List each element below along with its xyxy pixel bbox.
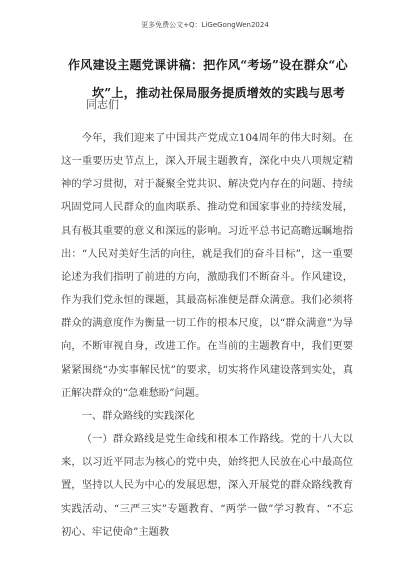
title-line-2: 坎”上，推动社保局服务提质增效的实践与思考: [92, 86, 346, 100]
document-body: [61, 127, 353, 544]
page-header: 更多免费公文+Q：LiGeGongWen2024: [141, 21, 269, 29]
title-line-1: 作风建设主题党课讲稿：把作风“考场”设在群众“心: [68, 58, 348, 72]
salutation: 同志们: [86, 98, 119, 111]
paragraph-section-1: （一）群众路线是党生命线和根本工作路线。党的十八大以来，以习近平同志为核心的党中央，始终把人民放在心中最高位置，坚持以人民为中心的发展思想，深入开展党的群众路线教育实践活动、“三严三实”专题教育、“两学一做”学习教育、“不忘初心、牢记使命”主题教: [61, 433, 353, 538]
section-heading: 一、群众路线的实践深化: [81, 409, 195, 422]
paragraph-intro: 今年，我们迎来了中国共产党成立104周年的伟大时刻。在这一重要历史节点上，深入开展主题教育，深化中央八项规定精神的学习贯彻，对于凝聚全党共识、解决党内存在的问题、持续巩固党同人民群众的血肉联系、推动党和国家事业的持续发展，具有极其重要的意义和深远的影响。习近平总书记高瞻远瞩地指出：“人民对美好生活的向往，就是我们的奋斗目标”，这一重要论述为我们指明了前进的方向，激励我们不断奋斗。作风建设，作为我们党永恒的课题，其最高标准便是群众满意。我们必须将群众的满意度作为衡量一切工作的根本尺度，以“群众满意”为导向，不断审视自身，改进工作。在当前的主题教育中，我们更要紧紧围绕“办实事解民忧”的要求，切实将作风建设落到实处，真正解决群众的“急难愁盼”问题。: [61, 132, 353, 399]
